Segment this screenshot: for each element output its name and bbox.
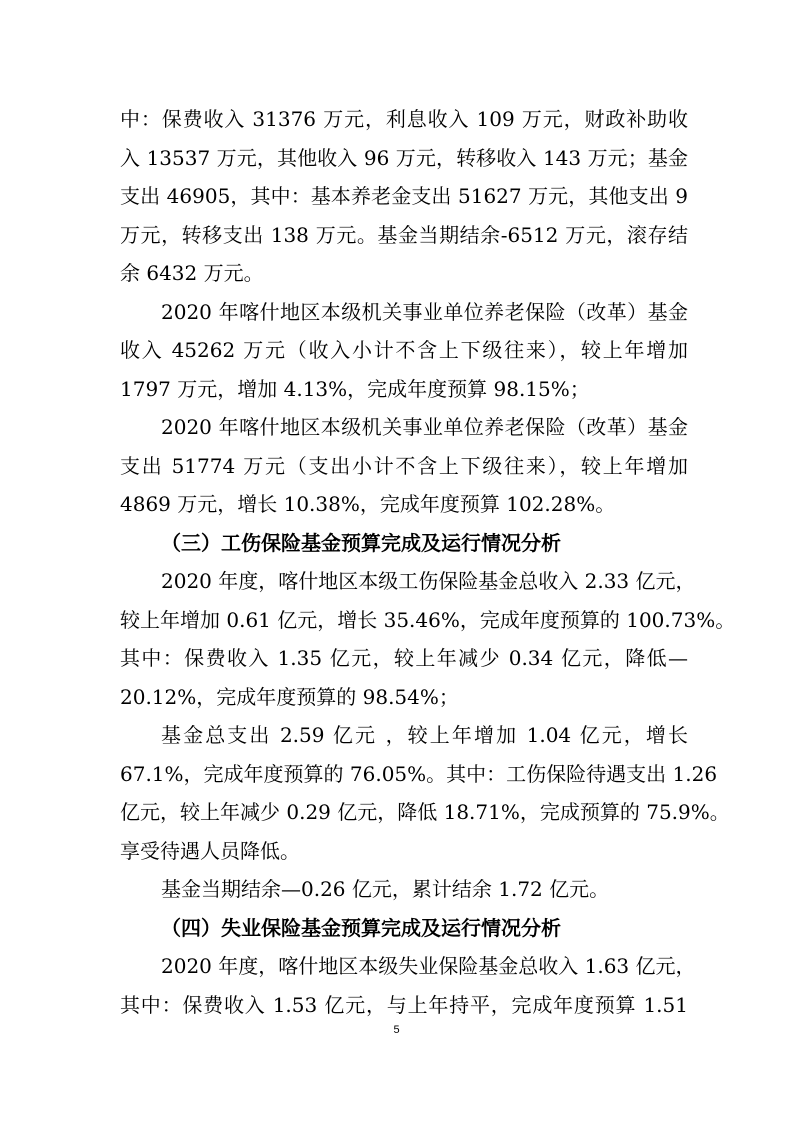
paragraph-line: 其中：保费收入 1.35 亿元，较上年减少 0.34 亿元，降低—	[120, 646, 688, 670]
paragraph-line: 余 6432 万元。	[120, 261, 264, 285]
paragraph-line: 收入 45262 万元（收入小计不含上下级往来），较上年增加	[120, 338, 688, 362]
section-heading: （四）失业保险基金预算完成及运行情况分析	[161, 915, 561, 940]
paragraph-line: 20.12%，完成年度预算的 98.54%；	[120, 684, 459, 709]
paragraph-line: 4869 万元，增长 10.38%，完成年度预算 102.28%。	[120, 492, 616, 516]
paragraph-line: 中：保费收入 31376 万元，利息收入 109 万元，财政补助收	[120, 107, 688, 131]
paragraph-line: 2020 年度，喀什地区本级工伤保险基金总收入 2.33 亿元，	[161, 569, 696, 593]
document-body	[120, 100, 736, 1024]
paragraph-line: 享受待遇人员降低。	[120, 838, 300, 863]
paragraph-line: 2020 年喀什地区本级机关事业单位养老保险（改革）基金	[161, 415, 688, 439]
section-heading: （三）工伤保险基金预算完成及运行情况分析	[161, 530, 561, 555]
paragraph-line: 2020 年喀什地区本级机关事业单位养老保险（改革）基金	[161, 299, 688, 324]
paragraph-line: 较上年增加 0.61 亿元，增长 35.46%，完成年度预算的 100.73%。	[120, 607, 736, 632]
paragraph-line: 其中：保费收入 1.53 亿元，与上年持平，完成年度预算 1.51	[120, 992, 688, 1017]
paragraph-line: 支出 46905，其中：基本养老金支出 51627 万元，其他支出 9	[120, 184, 688, 208]
paragraph-line: 基金当期结余—0.26 亿元，累计结余 1.72 亿元。	[161, 877, 610, 901]
paragraph-line: 67.1%，完成年度预算的 76.05%。其中：工伤保险待遇支出 1.26	[120, 761, 718, 786]
paragraph-line: 基金总支出 2.59 亿元 ，较上年增加 1.04 亿元，增长	[161, 723, 688, 747]
paragraph-line: 亿元，较上年减少 0.29 亿元，降低 18.71%，完成预算的 75.9%。	[120, 800, 730, 824]
page-number: 5	[393, 1024, 400, 1036]
paragraph-line: 万元，转移支出 138 万元。基金当期结余-6512 万元，滚存结	[120, 222, 688, 247]
paragraph-line: 1797 万元，增加 4.13%，完成年度预算 98.15%；	[120, 376, 590, 401]
paragraph-line: 入 13537 万元，其他收入 96 万元，转移收入 143 万元；基金	[120, 145, 688, 170]
paragraph-line: 支出 51774 万元（支出小计不含上下级往来），较上年增加	[120, 453, 688, 478]
paragraph-line: 2020 年度，喀什地区本级失业保险基金总收入 1.63 亿元，	[161, 954, 696, 978]
